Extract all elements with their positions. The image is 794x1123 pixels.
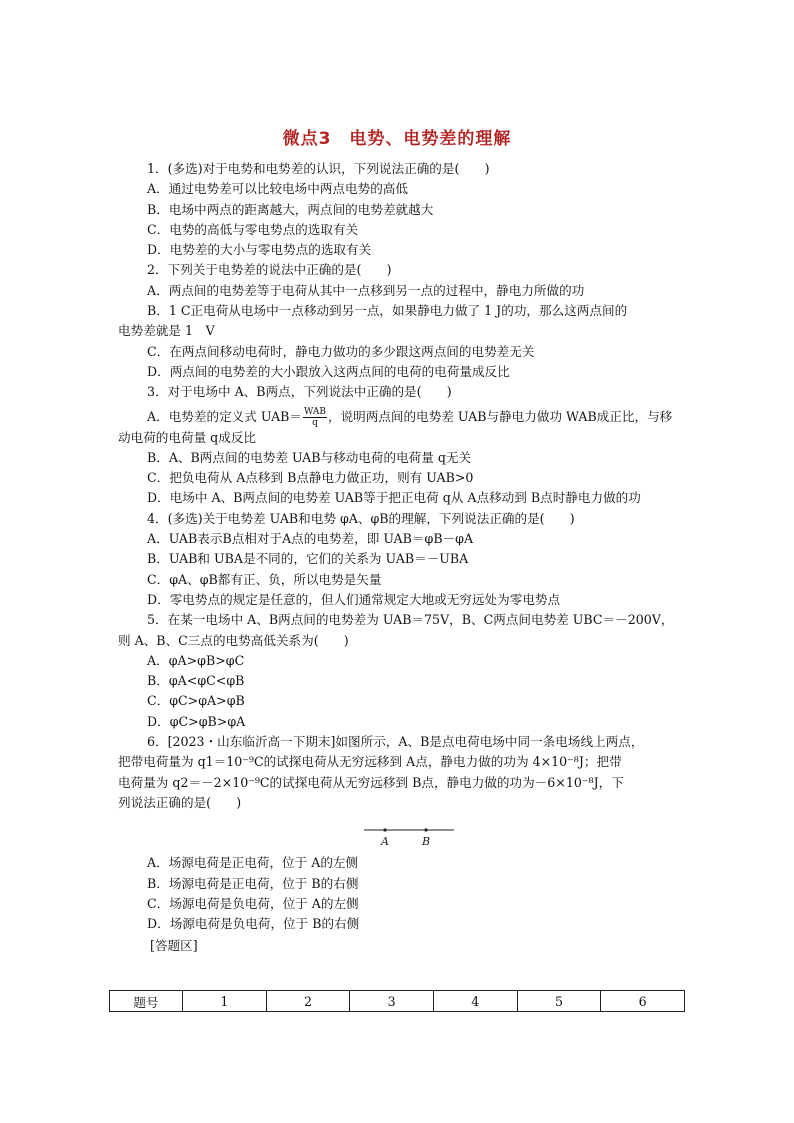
- question-6-option-d: D．场源电荷是负电荷，位于 B的右侧: [147, 916, 360, 932]
- question-4-stem: 4．(多选)关于电势差 UAB和电势 φA、φB的理解，下列说法正确的是( ): [147, 510, 575, 526]
- question-1-option-c: C．电势的高低与零电势点的选取有关: [147, 221, 359, 237]
- question-list: [118, 159, 685, 957]
- answer-cell-5[interactable]: 5: [517, 991, 601, 1012]
- question-3-option-a: [118, 407, 685, 428]
- question-2-option-b-cont: 电势差就是 1 V: [118, 323, 215, 339]
- question-5-option-d: D．φC>φB>φA: [147, 713, 246, 729]
- point-b-label: B: [422, 835, 431, 849]
- question-4-option-d: D．零电势点的规定是任意的，但人们通常规定大地或无穷远处为零电势点: [147, 591, 561, 607]
- question-6-option-b: B．场源电荷是正电荷，位于 B的右侧: [147, 875, 359, 891]
- question-2-stem: 2．下列关于电势差的说法中正确的是( ): [147, 262, 392, 278]
- point-a-label: A: [381, 835, 389, 849]
- question-3-option-b: B．A、B两点间的电势差 UAB与移动电荷的电荷量 q无关: [147, 449, 472, 465]
- fraction-denominator: q: [312, 417, 318, 428]
- question-4-option-c: C．φA、φB都有正、负，所以电势是矢量: [147, 571, 382, 587]
- question-4-option-b: B．UAB和 UBA是不同的，它们的关系为 UAB＝－UBA: [147, 551, 469, 567]
- answer-cell-4[interactable]: 4: [433, 991, 517, 1012]
- page-title: 微点3 电势、电势差的理解: [282, 129, 512, 149]
- answer-cell-1[interactable]: 1: [183, 991, 267, 1012]
- answer-table: [109, 990, 685, 1012]
- electric-field-line-figure: [118, 813, 685, 853]
- fraction-formula: [303, 407, 327, 428]
- question-6-option-c: C．场源电荷是负电荷，位于 A的左侧: [147, 895, 359, 911]
- answer-cell-2[interactable]: 2: [266, 991, 350, 1012]
- question-3-stem: 3．对于电场中 A、B两点，下列说法中正确的是( ): [147, 384, 452, 400]
- question-1-stem: 1．(多选)对于电势和电势差的认识，下列说法正确的是( ): [147, 161, 490, 176]
- question-1-option-a: A．通过电势差可以比较电场中两点电势的高低: [147, 181, 408, 197]
- answer-table-header: 题号: [110, 991, 183, 1012]
- answer-table-row: [110, 991, 685, 1012]
- question-5-stem-cont: 则 A、B、C三点的电势高低关系为( ): [118, 632, 349, 648]
- question-6: [118, 732, 685, 934]
- question-2-option-b: B．1 C正电荷从电场中一点移动到另一点，如果静电力做了 1 J的功，那么这两点间的: [147, 303, 628, 319]
- question-2-option-c: C．在两点间移动电荷时，静电力做功的多少跟这两点间的电势差无关: [147, 343, 535, 359]
- answer-cell-3[interactable]: 3: [350, 991, 434, 1012]
- question-3-option-c: C．把负电荷从 A点移到 B点静电力做正功，则有 UAB>0: [147, 470, 474, 486]
- field-line-diagram: [364, 813, 454, 849]
- question-5-option-c: C．φC>φA>φB: [147, 693, 245, 709]
- question-6-stem-line2: 把带电荷量为 q1＝10⁻⁹C的试探电荷从无穷远移到 A点，静电力做的功为 4×10⁻⁸J；把带: [118, 754, 622, 770]
- point-a-dot: [383, 829, 386, 832]
- question-4: [118, 509, 685, 610]
- question-3-option-a-cont: 动电荷的电荷量 q成反比: [118, 429, 257, 445]
- question-4-option-a: A．UAB表示B点相对于A点的电势差，即 UAB＝φB－φA: [147, 531, 474, 547]
- question-5-stem: 5．在某一电场中 A、B两点间的电势差为 UAB＝75V，B、C两点间电势差 UBC＝－200V，: [147, 612, 674, 628]
- question-1: [118, 159, 685, 260]
- question-3-option-d: D．电场中 A、B两点间的电势差 UAB等于把正电荷 q从 A点移动到 B点时静电力做的功: [147, 490, 641, 506]
- question-6-option-a: A．场源电荷是正电荷，位于 A的左侧: [147, 855, 359, 871]
- question-6-stem-line3: 电荷量为 q2＝－2×10⁻⁹C的试探电荷从无穷远移到 B点，静电力做的功为－6×10⁻⁸J，下: [118, 774, 624, 790]
- question-5-option-b: B．φA<φC<φB: [147, 673, 245, 689]
- question-2-option-a: A．两点间的电势差等于电荷从其中一点移到另一点的过程中，静电力所做的功: [147, 282, 585, 298]
- answer-cell-6[interactable]: 6: [601, 991, 685, 1012]
- question-5-option-a: A．φA>φB>φC: [147, 652, 245, 668]
- option-a-prefix: A．电势差的定义式 UAB＝: [147, 408, 303, 424]
- question-2-option-d: D．两点间的电势差的大小跟放入这两点间的电荷的电荷量成反比: [147, 363, 510, 379]
- fraction-numerator: WAB: [304, 406, 326, 417]
- option-a-suffix: ，说明两点间的电势差 UAB与静电力做功 WAB成正比，与移: [327, 408, 673, 424]
- question-6-stem: 6．[2023・山东临沂高一下期末]如图所示，A、B是点电荷电场中同一条电场线上两点，: [147, 734, 644, 750]
- question-3: [118, 382, 685, 508]
- question-1-option-b: B．电场中两点的距离越大，两点间的电势差就越大: [147, 201, 434, 217]
- question-1-option-d: D．电势差的大小与零电势点的选取有关: [147, 242, 372, 258]
- question-6-stem-line4: 列说法正确的是( ): [118, 794, 242, 810]
- point-b-dot: [424, 829, 427, 832]
- answer-area-label: [答题区]: [150, 938, 198, 954]
- question-2: [118, 260, 685, 382]
- question-5: [118, 610, 685, 732]
